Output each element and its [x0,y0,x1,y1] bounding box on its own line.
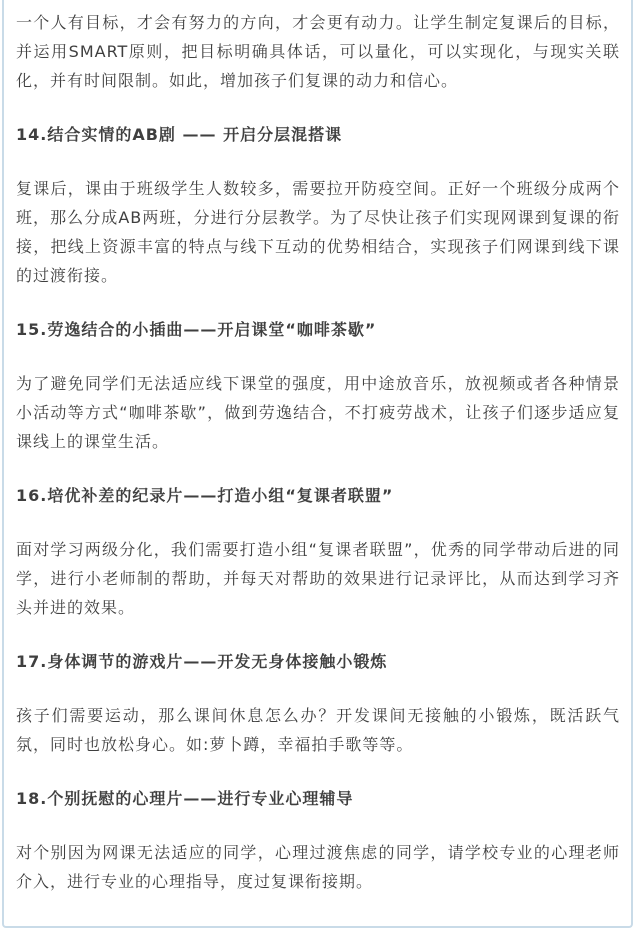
section-heading-14: 14.结合实情的AB剧 —— 开启分层混搭课 [16,125,343,144]
section-heading-18: 18.个别抚慰的心理片——进行专业心理辅导 [16,789,354,808]
section-heading-17: 17.身体调节的游戏片——开发无身体接触小锻炼 [16,652,388,671]
intro-paragraph: 一个人有目标，才会有努力的方向，才会更有动力。让学生制定复课后的目标，并运用SMART原则，把目标明确具体话，可以量化，可以实现化，与现实关联化，并有时间限制。如此，增加孩子们复课的动力和信心。 [16,13,620,90]
section-heading-15: 15.劳逸结合的小插曲——开启课堂“咖啡茶歇” [16,320,377,339]
section-heading-16: 16.培优补差的纪录片——打造小组“复课者联盟” [16,486,394,505]
article-body [16,8,620,896]
section-paragraph-18: 对个别因为网课无法适应的同学，心理过渡焦虑的同学，请学校专业的心理老师介入，进行专业的心理指导，度过复课衔接期。 [16,843,620,891]
section-paragraph-14: 复课后，课由于班级学生人数较多，需要拉开防疫空间。正好一个班级分成两个班，那么分成AB两班，分进行分层教学。为了尽快让孩子们实现网课到复课的衔接，把线上资源丰富的特点与线下互动的优势相结合，实现孩子们网课到线下课的过渡衔接。 [16,179,620,285]
section-paragraph-17: 孩子们需要运动，那么课间休息怎么办？开发课间无接触的小锻炼，既活跃气氛，同时也放松身心。如:萝卜蹲，幸福拍手歌等等。 [16,706,620,754]
section-paragraph-16: 面对学习两级分化，我们需要打造小组“复课者联盟”，优秀的同学带动后进的同学，进行小老师制的帮助，并每天对帮助的效果进行记录评比，从而达到学习齐头并进的效果。 [16,540,620,617]
section-paragraph-15: 为了避免同学们无法适应线下课堂的强度，用中途放音乐，放视频或者各种情景小活动等方式“咖啡茶歇”，做到劳逸结合，不打疲劳战术，让孩子们逐步适应复课线上的课堂生活。 [16,374,620,451]
